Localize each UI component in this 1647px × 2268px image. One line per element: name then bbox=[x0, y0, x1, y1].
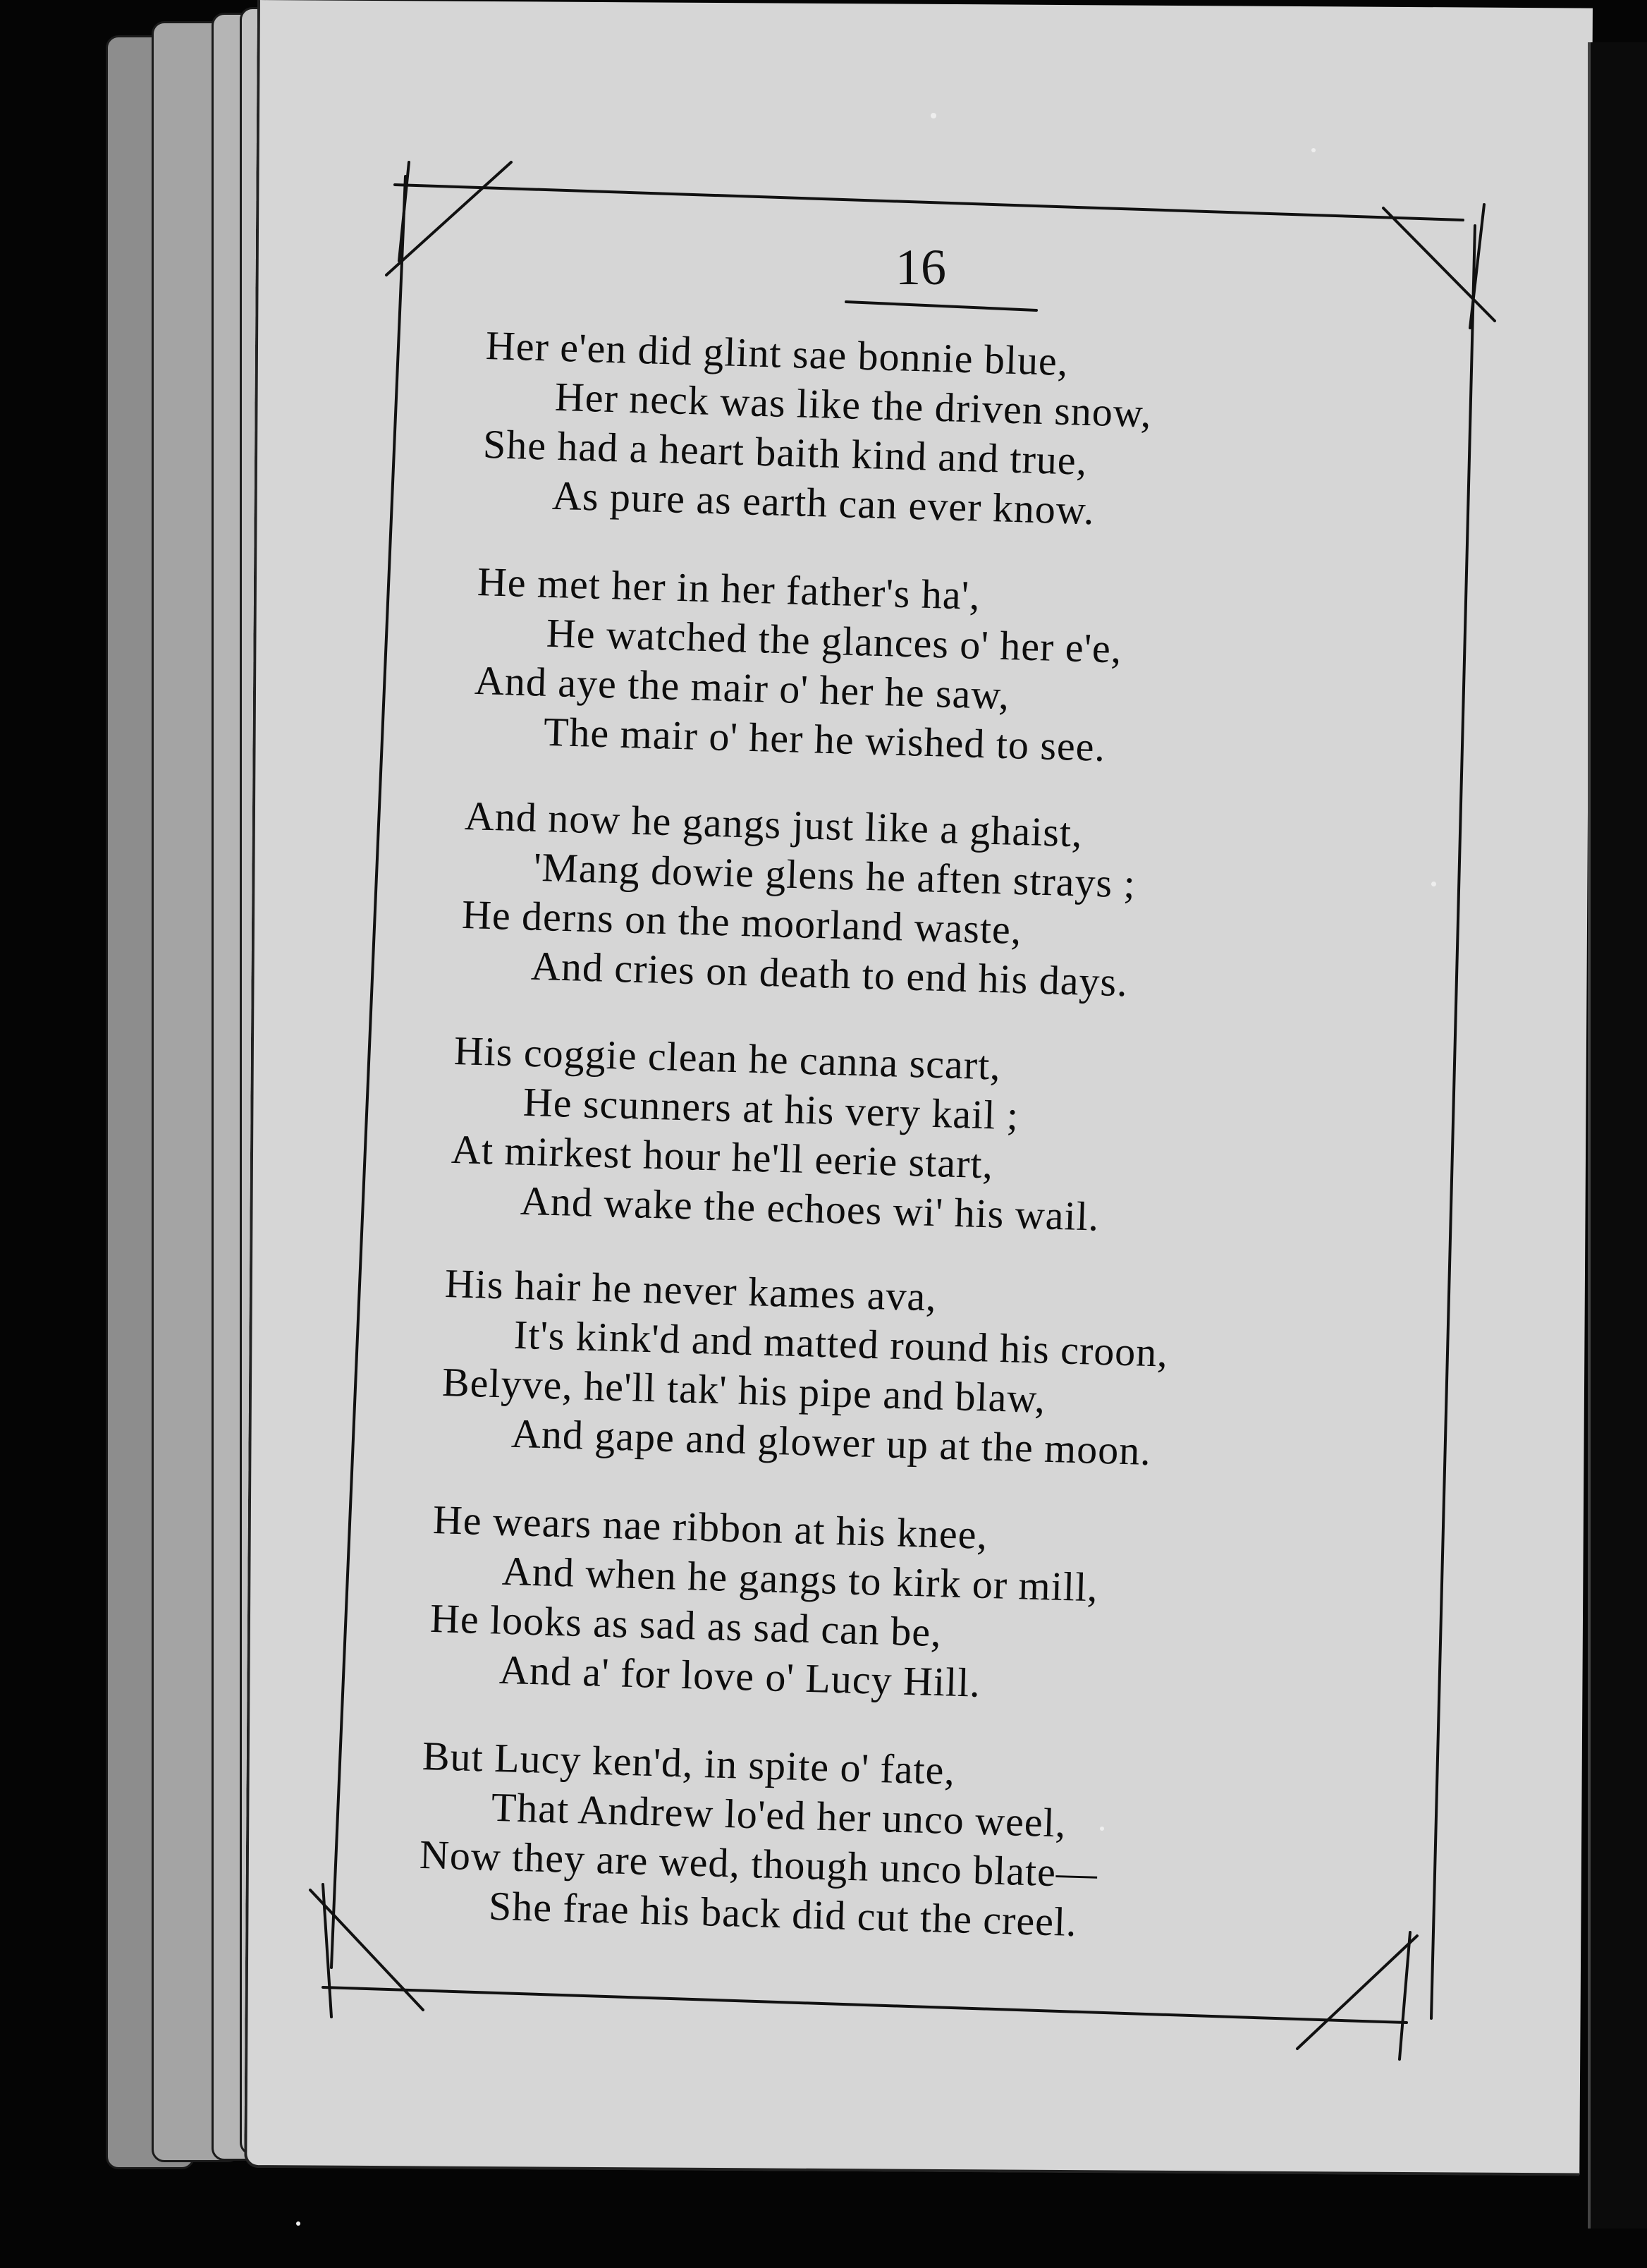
poem-line: Her e'en did glint sae bonnie blue, bbox=[485, 322, 1070, 385]
poem-line: The mair o' her he wished to see. bbox=[543, 708, 1106, 770]
poem-line: He derns on the moorland waste, bbox=[461, 891, 1023, 953]
poem-line: He wears nae ribbon at his knee, bbox=[432, 1496, 988, 1558]
stanza-5 bbox=[440, 1259, 1170, 1477]
dust-speck bbox=[296, 2221, 300, 2226]
poem-line: His hair he never kames ava, bbox=[444, 1260, 938, 1320]
stanza-1 bbox=[481, 321, 1153, 537]
stanza-4 bbox=[449, 1026, 1104, 1242]
stanza-7 bbox=[417, 1731, 1101, 1948]
poem-line: And gape and glower up at the moon. bbox=[510, 1410, 1152, 1475]
poem-line: He scunners at his very kail ; bbox=[522, 1078, 1020, 1139]
poem-line: At mirkest hour he'll eerie start, bbox=[451, 1126, 994, 1188]
poem-line: His coggie clean he canna scart, bbox=[453, 1027, 1002, 1089]
dust-speck bbox=[1100, 1827, 1104, 1831]
poem-line: And cries on death to end his days. bbox=[530, 942, 1129, 1006]
poem-line: And wake the echoes wi' his wail. bbox=[520, 1177, 1101, 1240]
dust-speck bbox=[931, 113, 936, 118]
dust-speck bbox=[1311, 148, 1316, 152]
poem-line: But Lucy ken'd, in spite o' fate, bbox=[422, 1732, 956, 1794]
poem-line: And aye the mair o' her he saw, bbox=[474, 657, 1010, 719]
dust-speck bbox=[1431, 882, 1436, 886]
poem-line: It's kink'd and matted round his croon, bbox=[513, 1311, 1169, 1376]
poem-line: He met her in her father's ha', bbox=[477, 558, 981, 618]
poem-line: And now he gangs just like a ghaist, bbox=[464, 792, 1084, 856]
stanza-2 bbox=[472, 557, 1124, 772]
poem-line: Belyve, he'll tak' his pipe and blaw, bbox=[441, 1358, 1046, 1422]
poem-line: Her neck was like the driven snow, bbox=[554, 373, 1153, 437]
page-number: 16 bbox=[895, 239, 946, 295]
poem-line: As pure as earth can ever know. bbox=[551, 472, 1096, 534]
stanza-6 bbox=[428, 1495, 1100, 1711]
poem-line: She frae his back did cut the creel. bbox=[488, 1882, 1078, 1945]
poem-line: He watched the glances o' her e'e, bbox=[546, 609, 1123, 672]
poem-line: He looks as sad as sad can be, bbox=[429, 1595, 943, 1656]
poem-line: And when he gangs to kirk or mill, bbox=[501, 1547, 1099, 1611]
stanza-3 bbox=[460, 791, 1137, 1008]
poem-line: Now they are wed, though unco blate— bbox=[419, 1831, 1098, 1896]
poem-line: And a' for love o' Lucy Hill. bbox=[498, 1646, 981, 1706]
poem-line: She had a heart baith kind and true, bbox=[482, 420, 1089, 484]
poem-line: 'Mang dowie glens he aften strays ; bbox=[533, 843, 1137, 907]
poem-line: That Andrew lo'ed her unco weel, bbox=[491, 1784, 1067, 1846]
